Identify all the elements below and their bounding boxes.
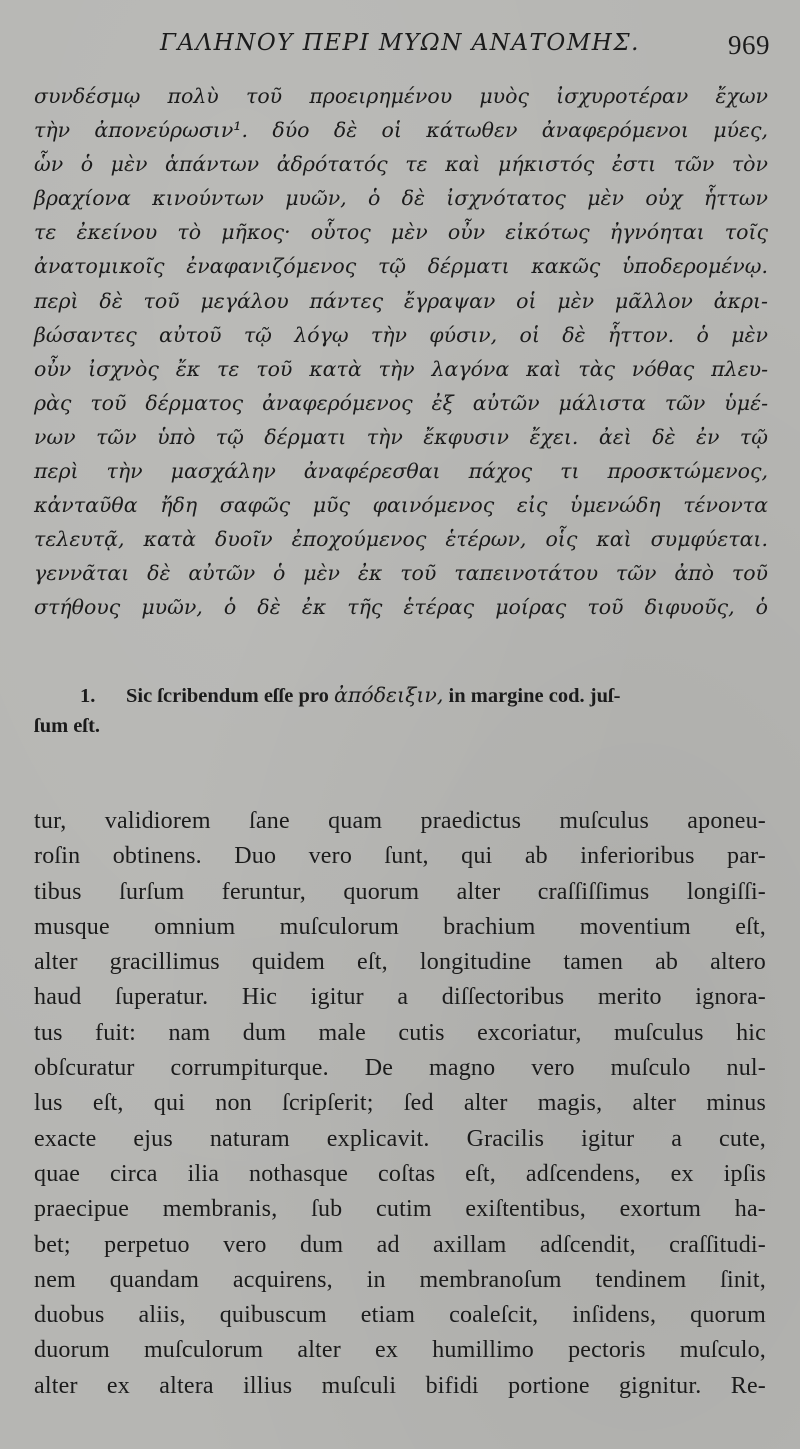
latin-text-block — [34, 808, 766, 1408]
latin-line: tus fuit: nam dum male cutis excoriatur, muſculus hic — [34, 1019, 766, 1046]
greek-line: βραχίονα κινούντων μυῶν, ὁ δὲ ἰσχνότατος μὲν οὐχ ἧττων — [34, 186, 768, 211]
latin-line: bet; perpetuo vero dum ad axillam adſcendit, craſſitudi- — [34, 1231, 766, 1258]
greek-line: βώσαντες αὐτοῦ τῷ λόγῳ τὴν φύσιν, οἱ δὲ ἧττον. ὁ μὲν — [34, 322, 768, 347]
greek-line: κἀνταῦθα ἤδη σαφῶς μῦς φαινόμενος εἰς ὑμενώδη τένοντα — [34, 493, 768, 518]
latin-line: nem quandam acquirens, in membranoſum tendinem ſinit, — [34, 1266, 766, 1293]
greek-line: συνδέσμῳ πολὺ τοῦ προειρημένου μυὸς ἰσχυροτέραν ἔχων — [34, 84, 768, 108]
greek-line: ρὰς τοῦ δέρματος ἀναφερόμενος ἐξ αὐτῶν μάλιστα τῶν ὑμέ- — [34, 390, 768, 415]
latin-line: lus eſt, qui non ſcripſerit; ſed alter magis, alter minus — [34, 1090, 766, 1117]
footnote-greek-word: ἀπόδειξιν, — [334, 683, 444, 707]
greek-line: περὶ τὴν μασχάλην ἀναφέρεσθαι πάχος τι προσκτώμενος, — [34, 459, 768, 484]
latin-line: tur, validiorem ſane quam praedictus muſculus aponeu- — [34, 808, 766, 834]
latin-line: exacte ejus naturam explicavit. Gracilis igitur a cute, — [34, 1125, 766, 1152]
greek-line: τε ἐκείνου τὸ μῆκος· οὗτος μὲν οὖν εἰκότως ἠγνόηται τοῖς — [34, 220, 768, 245]
latin-line: alter ex altera illius muſculi bifidi portione gignitur. Re- — [34, 1372, 766, 1399]
page-number: 969 — [728, 30, 770, 60]
latin-line: praecipue membranis, ſub cutim exiſtentibus, exortum ha- — [34, 1196, 766, 1223]
latin-line: duobus aliis, quibuscum etiam coaleſcit, inſidens, quorum — [34, 1302, 766, 1329]
latin-line: obſcuratur corrumpiturque. De magno vero muſculo nul- — [34, 1055, 766, 1082]
latin-line: alter gracillimus quidem eſt, longitudine tamen ab altero — [34, 949, 766, 976]
latin-line: haud ſuperatur. Hic igitur a diſſectoribus merito ignora- — [34, 984, 766, 1011]
greek-line: τελευτᾷ, κατὰ δυοῖν ἐποχούμενος ἑτέρων, οἷς καὶ συμφύεται. — [34, 527, 768, 552]
greek-line: περὶ δὲ τοῦ μεγάλου πάντες ἔγραψαν οἱ μὲν μᾶλλον ἀκρι- — [34, 288, 768, 313]
footnote-line-2: ſum eſt. — [34, 715, 101, 737]
footnote-text-before: Sic ſcribendum eſſe pro — [126, 685, 335, 707]
latin-line: duorum muſculorum alter ex humillimo pectoris muſculo, — [34, 1337, 766, 1364]
greek-line: οὖν ἰσχνὸς ἔκ τε τοῦ κατὰ τὴν λαγόνα καὶ τὰς νόθας πλευ- — [34, 356, 768, 381]
greek-line: ὧν ὁ μὲν ἁπάντων ἀδρότατός τε καὶ μήκιστός ἐστι τῶν τὸν — [34, 152, 768, 177]
latin-line: roſin obtinens. Duo vero ſunt, qui ab inferioribus par- — [34, 843, 766, 870]
greek-line: γεννᾶται δὲ αὐτῶν ὁ μὲν ἐκ τοῦ ταπεινοτάτου τῶν ἀπὸ τοῦ — [34, 561, 768, 586]
greek-line: τὴν ἀπονεύρωσιν¹. δύο δὲ οἱ κάτωθεν ἀναφερόμενοι μύες, — [34, 118, 768, 143]
greek-line: στήθους μυῶν, ὁ δὲ ἐκ τῆς ἑτέρας μοίρας τοῦ διφυοῦς, ὁ — [34, 595, 768, 620]
footnote — [34, 680, 768, 742]
latin-line: musque omnium muſculorum brachium moventium eſt, — [34, 913, 766, 940]
latin-line: tibus ſurſum feruntur, quorum alter craſſiſſimus longiſſi- — [34, 878, 766, 905]
running-title: ΓΑΛΗΝΟΥ ΠΕΡΙ ΜΥΩΝ ΑΝΑΤΟΜΗΣ. — [160, 30, 640, 56]
footnote-line — [34, 711, 768, 742]
greek-line: νων τῶν ὑπὸ τῷ δέρματι τὴν ἔκφυσιν ἔχει. ἀεὶ δὲ ἐν τῷ — [34, 424, 768, 449]
latin-line: quae circa ilia nothasque coſtas eſt, adſcendens, ex ipſis — [34, 1160, 766, 1187]
greek-text-block — [34, 84, 768, 630]
footnote-line — [34, 680, 768, 711]
footnote-number: 1. — [80, 685, 96, 707]
footnote-text-after: in margine cod. juſ- — [443, 685, 621, 707]
page-header — [160, 28, 770, 64]
greek-line: ἀνατομικοῖς ἐναφανιζόμενος τῷ δέρματι κακῶς ὑποδερομένῳ. — [34, 254, 768, 279]
